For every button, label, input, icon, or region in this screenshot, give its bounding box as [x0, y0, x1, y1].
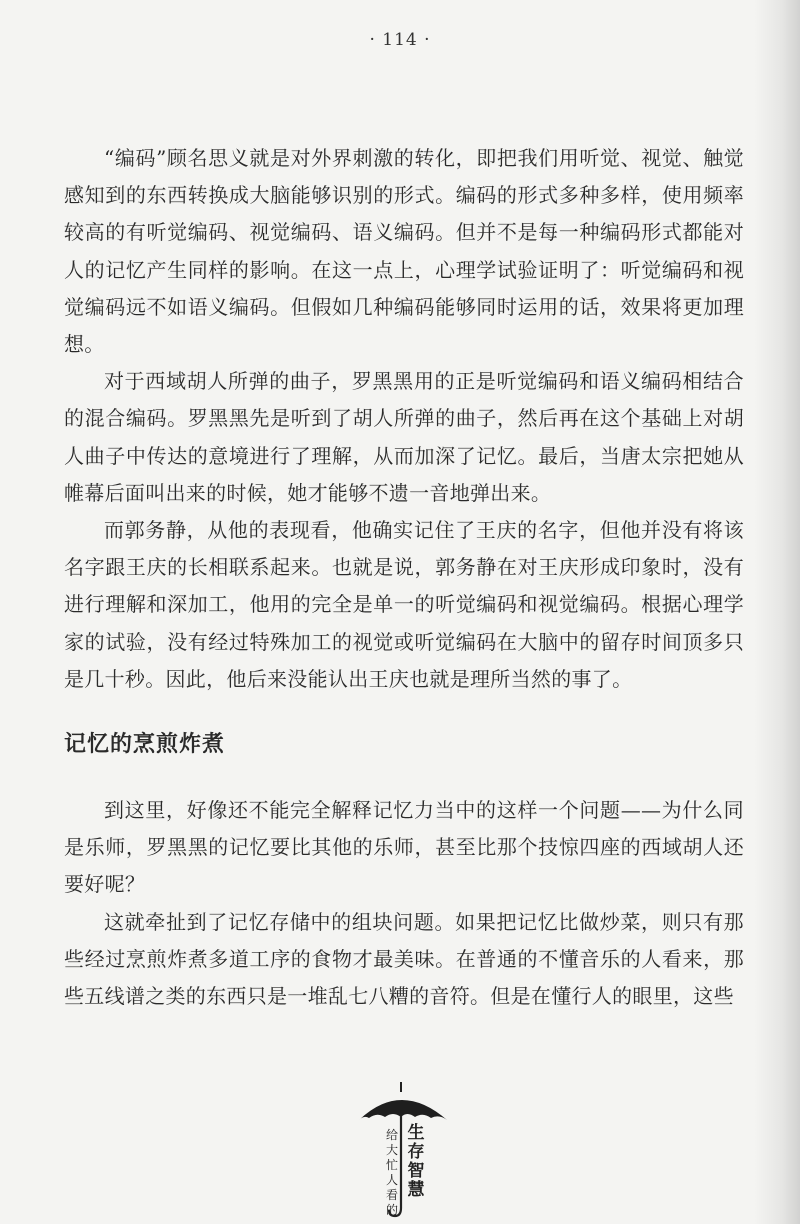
logo-subtitle-char: 看 — [385, 1188, 398, 1202]
section-encoding — [64, 140, 744, 698]
logo-title — [405, 1124, 427, 1200]
logo-title-char: 慧 — [407, 1180, 425, 1200]
paragraph: 这就牵扯到了记忆存储中的组块问题。如果把记忆比做炒菜，则只有那些经过烹煎炸煮多道工序的食物才最美味。在普通的不懂音乐的人看来，那些五线谱之类的东西只是一堆乱七八糟的音符。但是在懂行人的眼里，这些 — [64, 909, 744, 1009]
paragraph: “编码”顾名思义就是对外界刺激的转化，即把我们用听觉、视觉、触觉感知到的东西转换成大脑能够识别的形式。编码的形式多种多样，使用频率较高的有听觉编码、视觉编码、语义编码。但并不是每一种编码形式都能对人的记忆产生同样的影响。在这一点上，心理学试验证明了：听觉编码和视觉编码远不如语义编码。但假如几种编码能够同时运用的话，效果将更加理想。 — [64, 146, 744, 357]
logo-subtitle-char: 大 — [385, 1143, 398, 1157]
section-heading: 记忆的烹煎炸煮 — [64, 732, 226, 757]
page-content — [64, 140, 744, 1009]
paragraph: 对于西域胡人所弹的曲子，罗黑黑用的正是听觉编码和语义编码相结合的混合编码。罗黑黑先是听到了胡人所弹的曲子，然后再在这个基础上对胡人曲子中传达的意境进行了理解，从而加深了记忆。最后，当唐太宗把她从帷幕后面叫出来的时候，她才能够不遗一音地弹出来。 — [64, 369, 744, 505]
page-edge-shadow — [754, 0, 800, 1224]
logo-title-char: 智 — [407, 1161, 425, 1181]
paragraph: 而郭务静，从他的表现看，他确实记住了王庆的名字，但他并没有将该名字跟王庆的长相联系起来。也就是说，郭务静在对王庆形成印象时，没有进行理解和深加工，他用的完全是单一的听觉编码和视觉编码。根据心理学家的试验，没有经过特殊加工的视觉或听觉编码在大脑中的留存时间顶多只是几十秒。因此，他后来没能认出王庆也就是理所当然的事了。 — [64, 518, 744, 691]
logo-subtitle-char: 的 — [385, 1203, 398, 1217]
logo-subtitle-char: 忙 — [385, 1158, 398, 1172]
logo-subtitle — [384, 1128, 400, 1218]
logo-subtitle-char: 给 — [385, 1128, 398, 1142]
logo-title-char: 存 — [407, 1142, 425, 1162]
logo-subtitle-char: 人 — [385, 1173, 398, 1187]
section-memory-cooking — [64, 792, 744, 1015]
logo-title-char: 生 — [407, 1123, 425, 1143]
page-number: · 114 · — [369, 30, 431, 50]
paragraph: 到这里，好像还不能完全解释记忆力当中的这样一个问题——为什么同是乐师，罗黑黑的记忆要比其他的乐师，甚至比那个技惊四座的西域胡人还要好呢？ — [64, 798, 744, 897]
